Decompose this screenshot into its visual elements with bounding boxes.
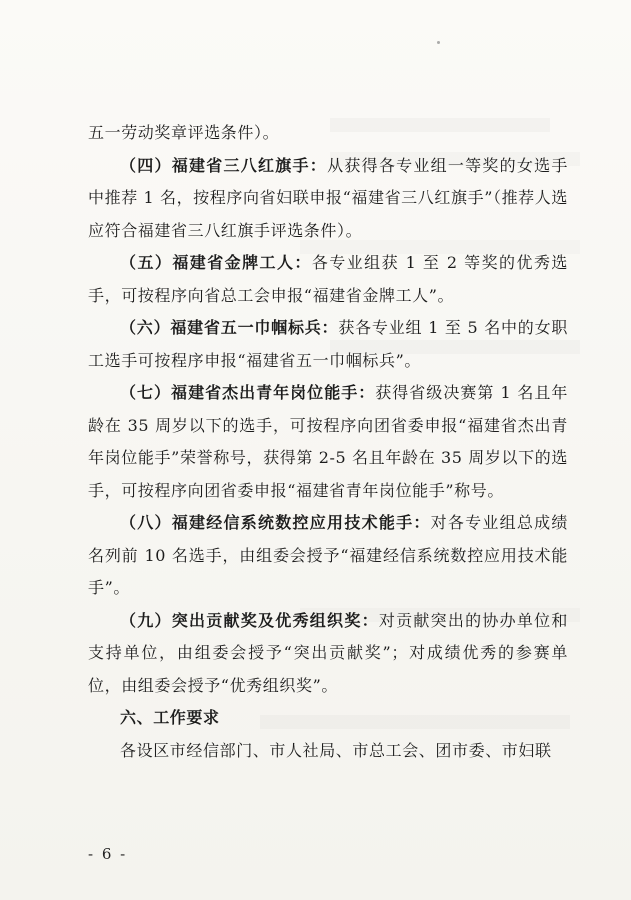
paragraph-award-7 [88, 377, 568, 507]
paragraph-requirements [88, 735, 568, 768]
paragraph-continuation [88, 117, 568, 150]
paragraph-text: 对各专业组总成绩名列前 10 名选手，由组委会授予“福建经信系统数控应用技术能手”。 [88, 513, 568, 597]
document-body [88, 117, 568, 767]
scan-speck [437, 41, 440, 44]
award-heading: （七）福建省杰出青年岗位能手： [120, 383, 376, 402]
page-number: - 6 - [88, 845, 128, 863]
paragraph-award-4 [88, 150, 568, 248]
award-heading: （八）福建经信系统数控应用技术能手： [120, 513, 431, 532]
section-heading-text: 六、工作要求 [120, 708, 220, 727]
paragraph-award-5 [88, 247, 568, 312]
award-heading: （四）福建省三八红旗手： [120, 155, 328, 175]
award-heading: （六）福建省五一巾帼标兵： [120, 318, 339, 337]
paragraph-text: 各设区市经信部门、市人社局、市总工会、团市委、市妇联 [120, 740, 552, 760]
award-heading: （五）福建省金牌工人： [120, 253, 312, 272]
section-heading [88, 702, 568, 735]
paragraph-award-9 [88, 605, 568, 703]
paragraph-text: 对贡献突出的协办单位和支持单位，由组委会授予“突出贡献奖”；对成绩优秀的参赛单位，由组委会授予“优秀组织奖”。 [88, 610, 568, 695]
paragraph-text: 获得省级决赛第 1 名且年龄在 35 周岁以下的选手，可按程序向团省委申报“福建省杰出青年岗位能手”荣誉称号，获得第 2-5 名且年龄在 35 周岁以下的选手，可按程序向团省委申报“福建省青年岗位能手”称号。 [88, 383, 568, 500]
award-heading: （九）突出贡献奖及优秀组织奖： [120, 610, 379, 630]
paragraph-text: 五一劳动奖章评选条件）。 [88, 123, 280, 142]
paragraph-text: 从获得各专业组一等奖的女选手中推荐 1 名，按程序向省妇联申报“福建省三八红旗手”（推荐人选应符合福建省三八红旗手评选条件）。 [88, 155, 569, 240]
paragraph-award-6 [88, 312, 568, 377]
paragraph-text: 各专业组获 1 至 2 等奖的优秀选手，可按程序向省总工会申报“福建省金牌工人”。 [88, 253, 568, 305]
paragraph-award-8 [88, 507, 568, 605]
paragraph-text: 获各专业组 1 至 5 名中的女职工选手可按程序申报“福建省五一巾帼标兵”。 [88, 318, 568, 370]
